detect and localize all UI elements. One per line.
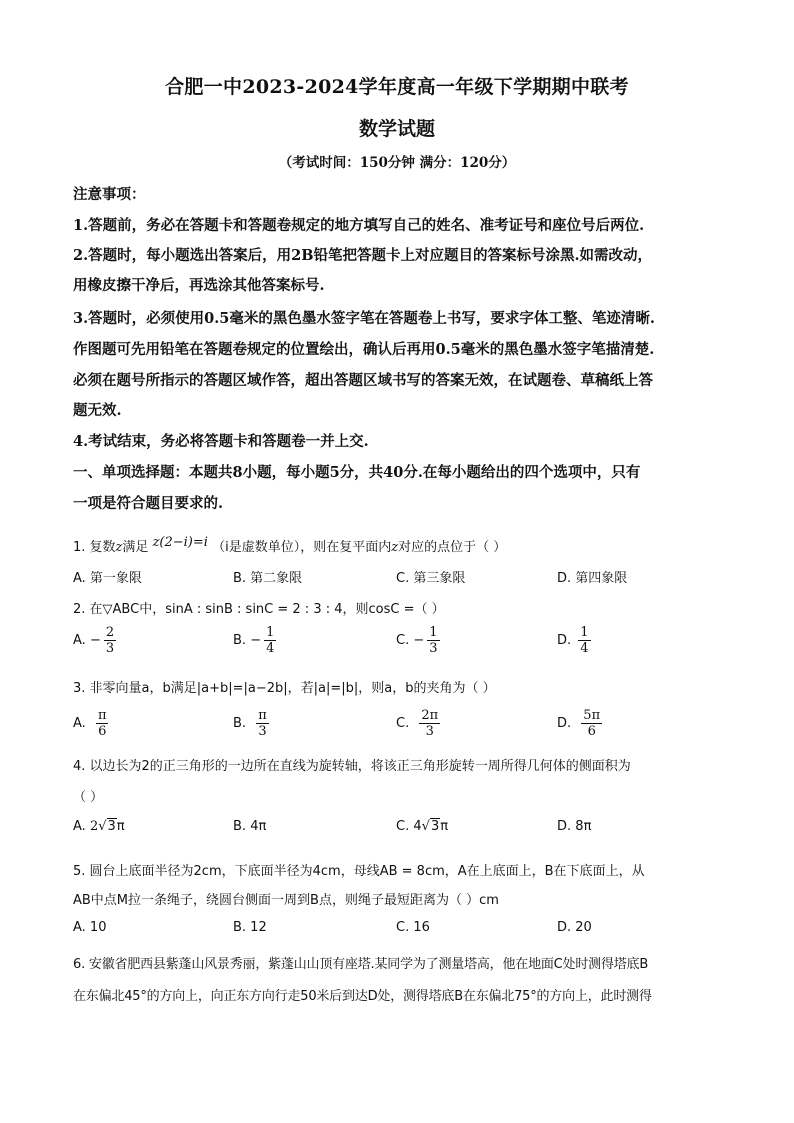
- q1-text-b: 满足: [122, 540, 149, 555]
- exam-title: 合肥一中2023-2024学年度高一年级下学期期中联考: [165, 76, 629, 98]
- q1-option-a: A. 第一象限: [73, 571, 142, 586]
- question-4-line1: 4. 以边长为2的正三角形的一边所在直线为旋转轴，将该正三角形旋转一周所得几何体的侧面积为: [73, 759, 631, 774]
- question-2: 2. 在▽ABC中，sinA : sinB : sinC = 2 : 3 : 4，则cosC =（ ）: [73, 602, 445, 617]
- question-5-line1: 5. 圆台上底面半径为2cm，下底面半径为4cm，母线AB = 8cm，A在上底面上，B在下底面上，从: [73, 864, 645, 879]
- q1-option-b: B. 第二象限: [233, 571, 303, 586]
- q1-text-d: 对应的点位于（ ）: [398, 540, 507, 555]
- note-2-line1: 2.答题时，每小题选出答案后，用2B铅笔把答题卡上对应题目的答案标号涂黑.如需改动，: [73, 247, 653, 264]
- q5-option-b: B. 12: [233, 920, 267, 935]
- q5-option-c: C. 16: [396, 920, 430, 935]
- question-1: [73, 536, 506, 555]
- question-6-line2: 在东偏北45°的方向上，向正东方向行走50米后到达D处，测得塔底B在东偏北75°的方向上，此时测得: [73, 989, 652, 1004]
- note-3-line1: 3.答题时，必须使用0.5毫米的黑色墨水签字笔在答题卷上书写，要求字体工整、笔迹清晰.: [73, 310, 655, 327]
- q2-option-d: D. $\frac{1}{4}$: [557, 625, 589, 656]
- q3-option-a: A. $\frac{\pi}{6}$: [73, 708, 107, 739]
- q2-option-b: B. − $\frac{1}{4}$: [233, 625, 275, 656]
- q2-option-a: A. − $\frac{2}{3}$: [73, 625, 115, 656]
- q4-option-d: D. 8π: [557, 819, 592, 834]
- note-1: 1.答题前，务必在答题卡和答题卷规定的地方填写自己的姓名、准考证号和座位号后两位.: [73, 217, 645, 234]
- question-4-line2: （ ）: [73, 790, 104, 805]
- q1-text-c: （i是虚数单位），则在复平面内: [212, 540, 392, 555]
- q1-equation: z(2−i)=i: [152, 535, 208, 550]
- q1-option-d: D. 第四象限: [557, 571, 628, 586]
- q1-var-z: z: [115, 540, 123, 555]
- q3-option-b: B. $\frac{\pi}{3}$: [233, 708, 267, 739]
- q4-option-b: B. 4π: [233, 819, 267, 834]
- question-3: 3. 非零向量a，b满足|a+b|=|a−2b|，若|a|=|b|，则a，b的夹角为（ ）: [73, 681, 496, 696]
- note-3-line2: 作图题可先用铅笔在答题卷规定的位置绘出，确认后再用0.5毫米的黑色墨水签字笔描清楚.: [73, 341, 655, 358]
- q5-option-a: A. 10: [73, 920, 107, 935]
- subject-title: 数学试题: [358, 118, 435, 140]
- q2-option-c: C. − $\frac{1}{3}$: [396, 625, 438, 656]
- q5-option-d: D. 20: [557, 920, 592, 935]
- q3-option-d: D. $\frac{5\pi}{6}$: [557, 708, 601, 739]
- q3-option-c: C. $\frac{2\pi}{3}$: [396, 708, 439, 739]
- q4-option-a: A. 2√3π: [73, 819, 125, 834]
- q1-text-a: 1. 复数: [73, 540, 116, 555]
- note-3-line4: 题无效.: [73, 402, 122, 419]
- section1-line2: 一项是符合题目要求的.: [73, 495, 224, 512]
- q1-var-z2: z: [391, 540, 399, 555]
- q4-option-c: C. 4√3π: [396, 819, 449, 834]
- exam-info: （考试时间：150分钟 满分：120分）: [278, 155, 516, 171]
- note-3-line3: 必须在题号所指示的答题区域作答，超出答题区域书写的答案无效，在试题卷、草稿纸上答: [73, 372, 653, 389]
- note-4: 4.考试结束，务必将答题卡和答题卷一并上交.: [73, 433, 369, 450]
- q1-option-c: C. 第三象限: [396, 571, 466, 586]
- question-6-line1: 6. 安徽省肥西县紫蓬山风景秀丽，紫蓬山山顶有座塔.某同学为了测量塔高，他在地面C处时测得塔底B: [73, 957, 649, 972]
- section1-line1: 一、单项选择题：本题共8小题，每小题5分，共40分.在每小题给出的四个选项中，只有: [73, 464, 641, 481]
- note-2-line2: 用橡皮擦干净后，再选涂其他答案标号.: [73, 277, 325, 294]
- notes-heading: 注意事项：: [73, 186, 146, 203]
- question-5-line2: AB中点M拉一条绳子，绕圆台侧面一周到B点，则绳子最短距离为（ ）cm: [73, 893, 499, 908]
